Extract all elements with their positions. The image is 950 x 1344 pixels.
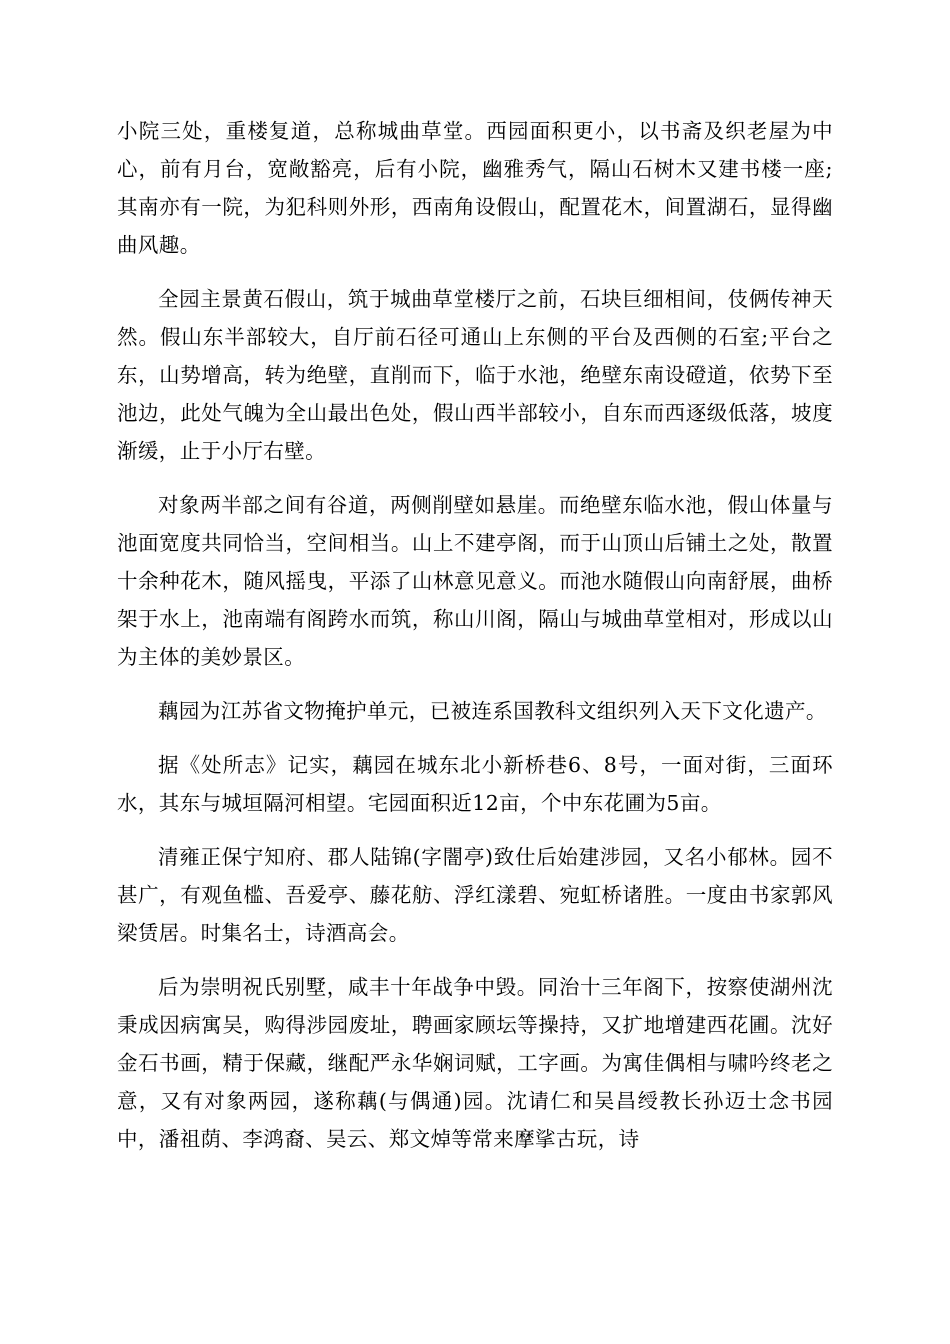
paragraph: 据《处所志》记实，藕园在城东北小新桥巷6、8号，一面对街，三面环水，其东与城垣隔河相望。宅园面积近12亩，个中东花圃为5亩。 [117,753,833,815]
document-body [117,112,833,1174]
paragraph: 小院三处，重楼复道，总称城曲草堂。西园面积更小，以书斋及织老屋为中心，前有月台，宽敞豁亮，后有小院，幽雅秀气，隔山石树木又建书楼一座;其南亦有一院，为犯科则外形，西南角设假山，配置花木，间置湖石，显得幽曲风趣。 [117,119,833,257]
paragraph: 全园主景黄石假山，筑于城曲草堂楼厅之前，石块巨细相间，伎俩传神天然。假山东半部较大，自厅前石径可通山上东侧的平台及西侧的石室;平台之东，山势增高，转为绝壁，直削而下，临于水池，绝壁东南设磴道，依势下至池边，此处气魄为全山最出色处，假山西半部较小，自东而西逐级低落，坡度渐缓，止于小厅右壁。 [117,287,833,463]
paragraph: 藕园为江苏省文物掩护单元，已被连系国教科文组织列入天下文化遗产。 [158,699,827,723]
paragraph: 对象两半部之间有谷道，两侧削壁如悬崖。而绝壁东临水池，假山体量与池面宽度共同恰当，空间相当。山上不建亭阁，而于山顶山后铺土之处，散置十余种花木，随风摇曳，平添了山林意见意义。而池水随假山向南舒展，曲桥架于水上，池南端有阁跨水而筑，称山川阁，隔山与城曲草堂相对，形成以山为主体的美妙景区。 [117,493,833,669]
paragraph: 清雍正保宁知府、郡人陆锦(字闇亭)致仕后始建涉园，又名小郁林。园不甚广，有观鱼槛、吾爱亭、藤花舫、浮红漾碧、宛虹桥诸胜。一度由书家郭风梁赁居。时集名士，诗酒高会。 [117,845,833,945]
paragraph: 后为崇明祝氏别墅，咸丰十年战争中毁。同治十三年阁下，按察使湖州沈秉成因病寓吴，购得涉园废址，聘画家顾坛等操持，又扩地增建西花圃。沈好金石书画，精于保藏，继配严永华娴词赋，工字画。为寓佳偶相与啸吟终老之意，又有对象两园，遂称藕(与偶通)园。沈请仁和吴昌绶教长孙迈士念书园中，潘祖荫、李鸿裔、吴云、郑文焯等常来摩挲古玩，诗 [117,975,833,1151]
